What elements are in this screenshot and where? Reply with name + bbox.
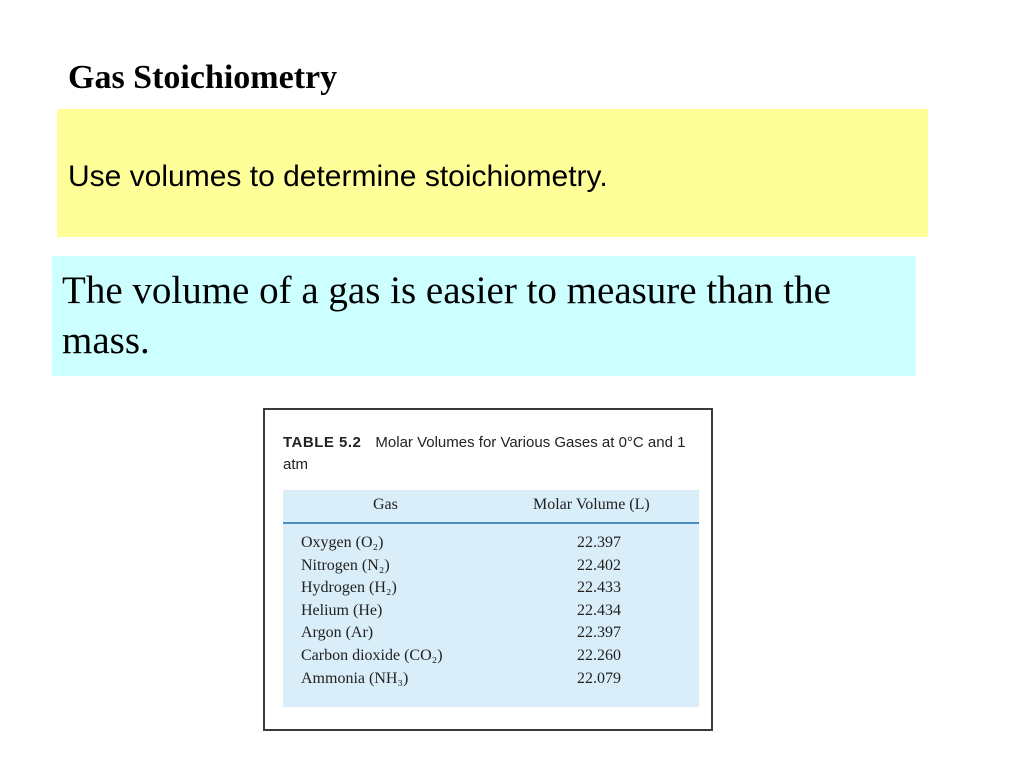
table-row [283, 624, 699, 647]
gas-cell: Helium (He) [301, 601, 383, 619]
highlight-text: Use volumes to determine stoichiometry. [68, 160, 608, 193]
column-header-molar-volume: Molar Volume (L) [533, 496, 650, 513]
molar-volume-cell: 22.402 [577, 556, 621, 574]
slide-title: Gas Stoichiometry [68, 59, 338, 96]
column-header-gas: Gas [373, 496, 398, 513]
table-body [283, 534, 699, 692]
table-caption-text: Molar Volumes for Various Gases at 0°C and 1 atm [283, 434, 686, 473]
molar-volume-table-figure [263, 408, 713, 731]
gas-cell: Oxygen (O₂) [301, 534, 384, 551]
table-row [283, 534, 699, 557]
body-text: The volume of a gas is easier to measure than the mass. [62, 269, 831, 362]
table-row [283, 557, 699, 580]
table-header-row [283, 490, 699, 524]
molar-volume-cell: 22.434 [577, 601, 621, 619]
table-row [283, 602, 699, 625]
molar-volume-table [283, 490, 699, 707]
gas-cell: Carbon dioxide (CO₂) [301, 646, 443, 664]
table-row [283, 579, 699, 602]
table-number: TABLE 5.2 [283, 434, 362, 451]
body-text-box [52, 256, 916, 376]
gas-cell: Hydrogen (H₂) [301, 579, 397, 597]
molar-volume-cell: 22.433 [577, 579, 621, 597]
table-caption [283, 432, 703, 476]
molar-volume-cell: 22.397 [577, 534, 621, 551]
gas-cell: Nitrogen (N₂) [301, 556, 390, 574]
gas-cell: Ammonia (NH₃) [301, 669, 409, 687]
highlight-box [57, 109, 928, 237]
molar-volume-cell: 22.079 [577, 669, 621, 687]
table-row [283, 647, 699, 670]
gas-cell: Argon (Ar) [301, 624, 374, 642]
molar-volume-cell: 22.397 [577, 624, 621, 642]
table-row [283, 670, 699, 693]
molar-volume-cell: 22.260 [577, 646, 621, 664]
